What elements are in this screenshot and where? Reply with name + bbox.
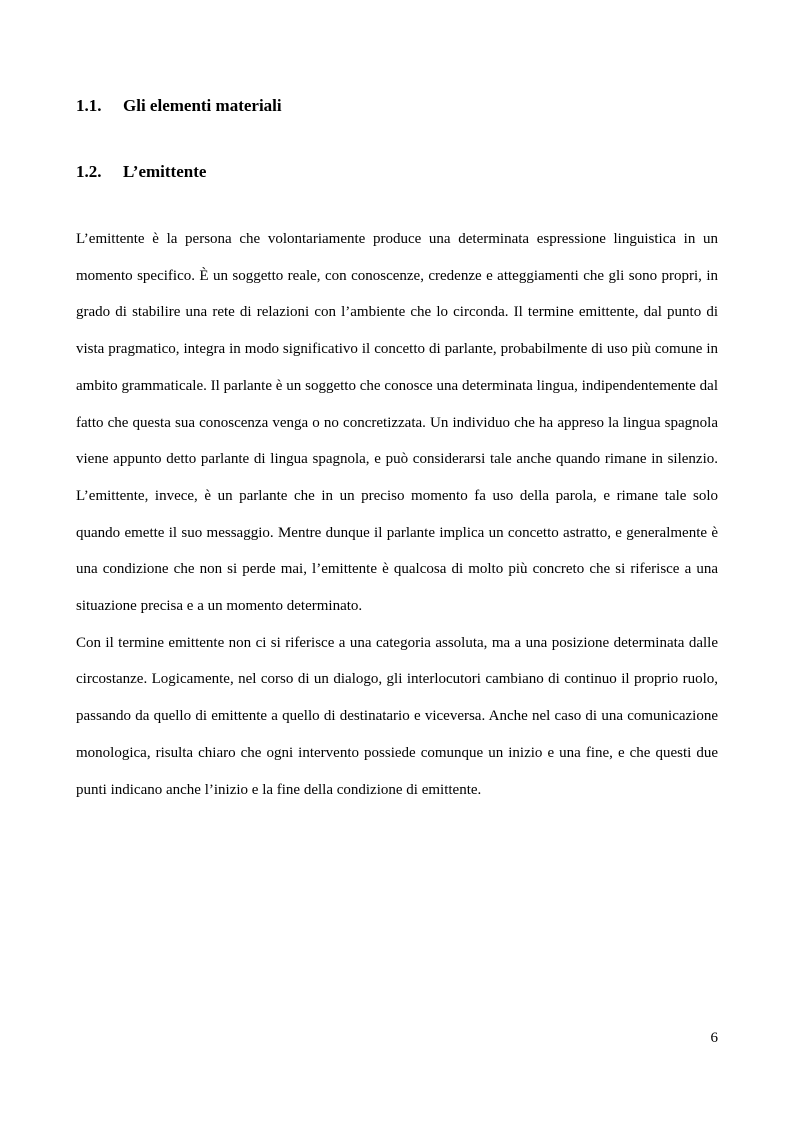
section-title: L’emittente [123, 162, 207, 181]
page-number: 6 [710, 1030, 718, 1046]
body-text [76, 221, 718, 808]
section-number: 1.1. [76, 96, 102, 115]
section-title: Gli elementi materiali [123, 96, 282, 115]
section-number: 1.2. [76, 162, 102, 181]
paragraph-1: L’emittente è la persona che volontariamente produce una determinata espressione linguistica in un momento specifico. È un soggetto reale, con conoscenze, credenze e atteggiamenti che gli sono propri, in grado di stabilire una rete di relazioni con l’ambiente che lo circonda. Il termine emittente, dal punto di vista pragmatico, integra in modo significativo il concetto di parlante, probabilmente di uso più comune in ambito grammaticale. Il parlante è un soggetto che conosce una determinata lingua, indipendentemente dal fatto che questa sua conoscenza venga o no concretizzata. Un individuo che ha appreso la lingua spagnola viene appunto detto parlante di lingua spagnola, e può considerarsi tale anche quando rimane in silenzio. L’emittente, invece, è un parlante che in un preciso momento fa uso della parola, e rimane tale solo quando emette il suo messaggio. Mentre dunque il parlante implica un concetto astratto, e generalmente è una condizione che non si perde mai, l’emittente è qualcosa di molto più concreto che si riferisce a una situazione precisa e a un momento determinato. [76, 231, 718, 615]
section-heading-1-2 [76, 162, 206, 182]
section-heading-1-1 [76, 96, 282, 116]
paragraph-2: Con il termine emittente non ci si riferisce a una categoria assoluta, ma a una posizione determinata dalle circostanze. Logicamente, nel corso di un dialogo, gli interlocutori cambiano di continuo il proprio ruolo, passando da quello di emittente a quello di destinatario e viceversa. Anche nel caso di una comunicazione monologica, risulta chiaro che ogni intervento possiede comunque un inizio e una fine, e che questi due punti indicano anche l’inizio e la fine della condizione di emittente. [76, 634, 718, 798]
